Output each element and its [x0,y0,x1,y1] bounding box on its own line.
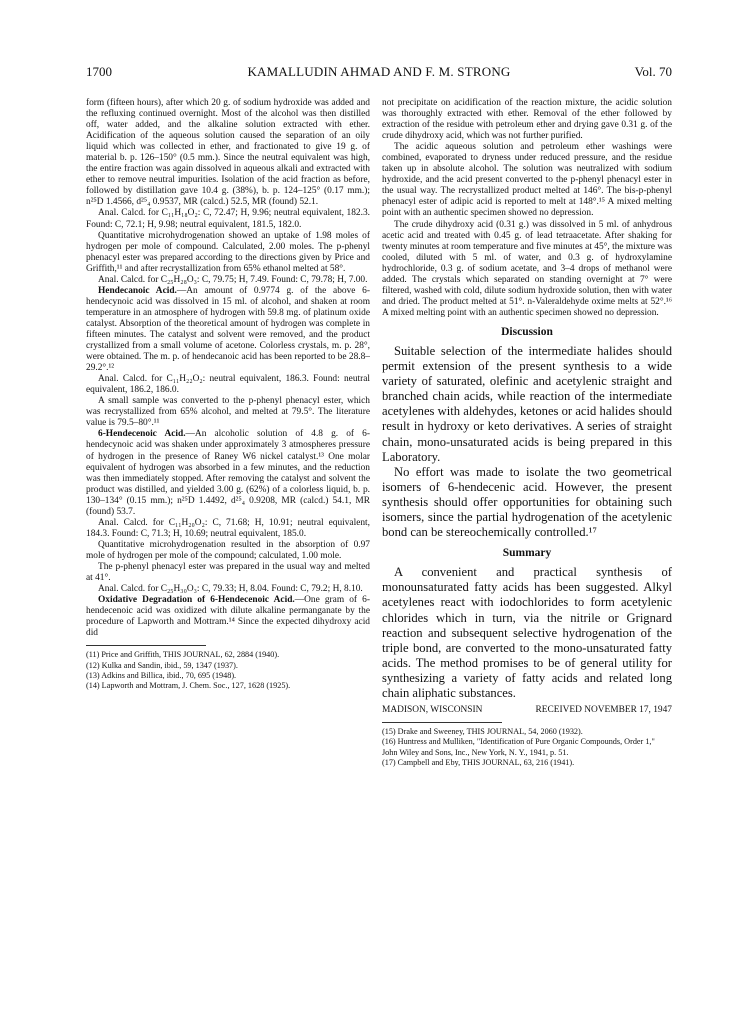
page-number: 1700 [86,64,112,79]
summary-section [382,565,672,701]
left-column [86,98,370,691]
discussion-heading: Discussion [501,325,553,338]
location: MADISON, WISCONSIN [382,705,483,716]
run-in-heading: Oxidative Degradation of 6-Hendecenoic Acid. [98,595,295,606]
paragraph-body: —An alcoholic solution of 4.8 g. of 6-hendecynoic acid was shaken under approximately 3 atmospheres pressure of hydrogen in the presence of Raney W6 nickel catalyst.¹³ One molar equivalent of hydrogen was absorbed in a few minutes, and the reduction was then immediately stopped. After removing the catalyst and solvent the product was distilled, and yielded 3.00 g. (62%) of a colorless liquid, b. p. 130–134° (0.15 mm.); n²⁵D 1.4492, d²⁵₄ 0.9208, MR (calcd.) 54.1, MR (found) 53.7. [86,429,370,517]
analysis-paragraph: Anal. Calcd. for C₁₁H₁₈O₂: C, 72.47; H, 9.96; neutral equivalent, 182.3. Found: C, 72.1; H, 9.98; neutral equivalent, 181.5, 182.0. [86,208,370,230]
paragraph: No effort was made to isolate the two geometrical isomers of 6-hendecenic acid. However, the present synthesis should offer opportunities for obtaining such isomers, since the partial hydrogenation of the acetylenic bond can be stereochemically controlled.¹⁷ [382,464,672,540]
analysis-paragraph: Anal. Calcd. for C₁₁H₂₂O₂: neutral equivalent, 186.3. Found: neutral equivalent, 186.2, 186.0. [86,374,370,396]
paragraph: The p-phenyl phenacyl ester was prepared in the usual way and melted at 41°. [86,561,370,584]
footnotes [86,650,370,691]
right-column [382,98,672,768]
page-header [86,64,672,82]
footnote: (13) Adkins and Billica, ibid., 70, 695 (1948). [86,670,237,680]
paragraph [86,286,370,374]
paragraph: Suitable selection of the intermediate halides should permit extension of the present synthesis to a wide variety of saturated, olefinic and acetylenic straight and branched chain acids, while reaction of the intermediate acetylenes with aldehydes, ketones or acid halides should result in hydroxy or keto derivatives. A series of straight chain, mono-unsaturated acids is being prepared in this Laboratory. [382,343,672,464]
volume-label: Vol. 70 [634,64,672,79]
run-in-heading: 6-Hendecenoic Acid. [98,429,186,440]
received-date: RECEIVED NOVEMBER 17, 1947 [535,705,672,716]
footnote: (17) Campbell and Eby, THIS JOURNAL, 63, 216 (1941). [382,757,575,767]
paragraph [86,429,370,517]
paragraph: The acidic aqueous solution and petroleum ether washings were combined, evaporated to dryness under reduced pressure, and the residue taken up in absolute alcohol. The solution was neutralized with sodium hydroxide, and the acid present converted to the p-phenyl phenacyl ester in the usual way. The recrystallized product melted at 146°. The bis-p-phenyl phenacyl ester of adipic acid is reported to melt at 148°.¹⁵ A mixed melting point with an authentic specimen showed no depression. [382,142,672,219]
summary-heading: Summary [502,547,552,560]
footnote: (16) Huntress and Mulliken, "Identification of Pure Organic Compounds, Order 1," John Wiley and Sons, Inc., New York, N. Y., 1941, p. 51. [382,737,655,757]
running-title: KAMALLUDIN AHMAD AND F. M. STRONG [247,64,511,79]
paragraph: A convenient and practical synthesis of monounsaturated fatty acids has been suggested. Alkyl acetylenes react with iodochlorides to form acetylenic chlorides which in turn, via the nitrile or Grignard reaction and subsequent selective hydrogenation of the triple bond, are converted to the mono-unsaturated fatty acids. The method promises to be of general utility for synthesizing a variety of fatty acids and related long chain aliphatic substances. [382,565,672,700]
analysis-paragraph: Anal. Calcd. for C₁₁H₂₀O₂: C, 71.68; H, 10.91; neutral equivalent, 184.3. Found: C, 71.3; H, 10.69; neutral equivalent, 185.0. [86,517,370,539]
paragraph: Quantitative microhydrogenation resulted in the absorption of 0.97 mole of hydrogen per mole of the compound; calculated, 1.00 mole. [86,539,370,561]
footnote: (14) Lapworth and Mottram, J. Chem. Soc., 127, 1628 (1925). [86,680,291,690]
paragraph: form (fifteen hours), after which 20 g. of sodium hydroxide was added and the refluxing continued overnight. Most of the alcohol was then distilled off, water added, and the alkaline solution extracted with ether. Acidification of the aqueous solution caused the separation of an oily liquid which was collected in ether, and fractionated to give 19 g. of material b. p. 126–150° (0.5 mm.). Since the neutral equivalent was high, the entire fraction was again dissolved in aqueous alkali and extracted with ether to remove neutral impurities. Isolation of the acid fraction as before, followed by distillation gave 10.4 g. (38%), b. p. 124–125° (0.17 mm.); n²⁵D 1.4566, d²⁵₄ 0.9537, MR (calcd.) 52.5, MR (found) 52.1. [86,98,370,208]
paragraph: A small sample was converted to the p-phenyl phenacyl ester, which was recrystallized from 65% alcohol, and melted at 79.5°. The literature value is 79.5–80°.¹¹ [86,396,370,429]
footnotes [382,727,672,768]
paragraph [86,595,370,639]
analysis-paragraph: Anal. Calcd. for C₂₅H₃₀O₃: C, 79.33; H, 8.04. Found: C, 79.2; H, 8.10. [98,584,363,595]
paragraph: not precipitate on acidification of the reaction mixture, the acidic solution was thoroughly extracted with ether. Removal of the ether followed by extraction of the residue with petroleum ether and drying gave 0.31 g. of the crude dihydroxy acid, which was not further purified. [382,98,672,142]
paragraph-body: —One gram of 6-hendecenoic acid was oxidized with dilute alkaline permanganate by the procedure of Lapworth and Mottram.¹⁴ Since the expected dihydroxy acid did [86,595,370,639]
paragraph-body: —An amount of 0.9774 g. of the above 6-hendecynoic acid was dissolved in 15 ml. of alcohol, and shaken at room temperature in an atmosphere of hydrogen with 59.8 mg. of platinum oxide catalyst. Absorption of the theoretical amount of hydrogen was complete in fifteen minutes. The catalyst and solvent were removed, and the product crystallized from a small volume of acetone. Colorless crystals, m. p. 28°, were obtained. The m. p. of hendecanoic acid has been reported to be 28.8–29.2°.¹² [86,285,370,374]
footnote: (11) Price and Griffith, THIS JOURNAL, 62, 2884 (1940). [86,650,280,660]
discussion-section [382,344,672,540]
paragraph: Quantitative microhydrogenation showed an uptake of 1.98 moles of hydrogen per mole of compound. Calculated, 2.00 moles. The p-phenyl phenacyl ester was prepared according to the directions given by Price and Griffith,¹¹ and after recrystallization from 65% ethanol melted at 58°. [86,230,370,274]
footnote-divider [86,645,206,646]
signature-line [382,705,672,716]
analysis-paragraph: Anal. Calcd. for C₂₅H₂₈O₃: C, 79.75; H, 7.49. Found: C, 79.78; H, 7.00. [98,274,368,285]
footnote: (15) Drake and Sweeney, THIS JOURNAL, 54, 2060 (1932). [382,727,583,737]
run-in-heading: Hendecanoic Acid. [98,285,177,296]
paragraph: The crude dihydroxy acid (0.31 g.) was dissolved in 5 ml. of anhydrous acetic acid and treated with 0.45 g. of lead tetraacetate. After shaking for twenty minutes at room temperature and five minutes at 45°, the mixture was cooled, diluted with 5 ml. of water, and 0.3 g. of hydroxylamine hydrochloride, 0.3 g. of sodium acetate, and 3–4 drops of methanol were added. The crystals which separated on standing overnight at 7° were filtered, washed with cold, dilute sodium hydroxide solution, then with water and dried. The product melted at 51°. n-Valeraldehyde oxime melts at 52°.¹⁶ A mixed melting point with an authentic specimen showed no depression. [382,219,672,318]
footnote-divider [382,722,502,723]
footnote: (12) Kulka and Sandin, ibid., 59, 1347 (1937). [86,660,238,670]
